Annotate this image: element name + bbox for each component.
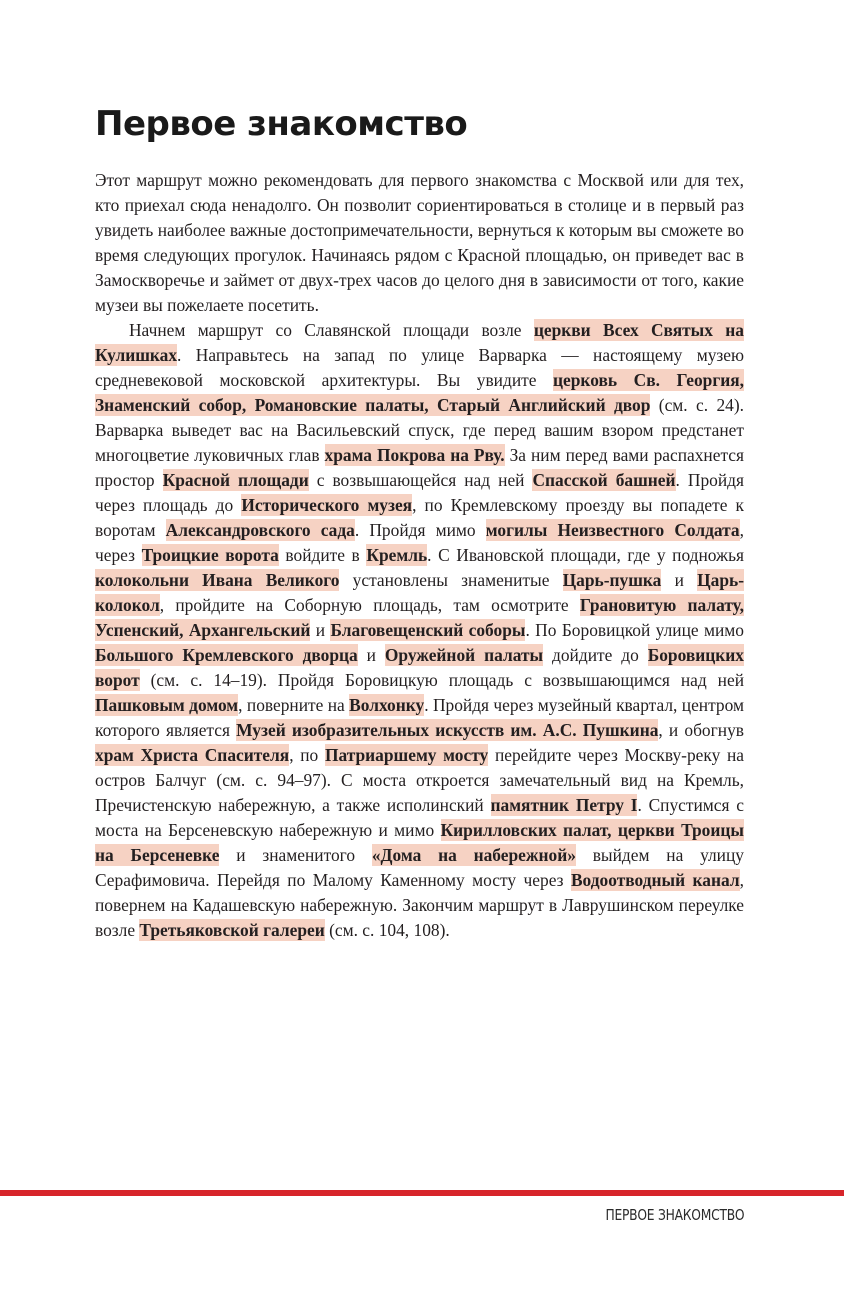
footer-accent-bar [0,1190,844,1196]
landmark-highlight: Александровского сада [165,520,355,540]
body-text-run: . Пройдя через площадь до [95,470,744,515]
body-text-run: и [661,570,698,590]
landmark-highlight: Третьяковской галереи [139,920,325,940]
body-text-run: , через [95,520,744,565]
body-text-run: и [357,645,385,665]
body-text-run: . Пройдя мимо [354,520,486,540]
body-text-run: (см. с. 104, 108). [324,920,450,940]
page-title: Первое знакомство [95,104,468,144]
landmark-highlight: Красной площади [162,470,309,490]
body-text-run: За ним перед вами распахнется простор [95,445,744,490]
landmark-highlight: «Дома на набережной» [371,845,576,865]
body-text-run: , пройдите на Соборную площадь, там осмотрите [159,595,580,615]
route-paragraph [95,318,744,943]
landmark-highlight: Троицкие ворота [141,545,279,565]
body-text-run: , повернем на Кадашевскую набережную. Закончим маршрут в Лаврушинском переулке возле [95,870,744,940]
landmark-highlight: Грановитую палату, Успенский, Архангельский [95,595,744,640]
landmark-highlight: храма Покрова на Рву. [324,445,505,465]
landmark-highlight: церковь Св. Георгия, Знаменский собор, Романовские палаты, Старый Английский двор [95,370,744,415]
body-text-run: , и обогнув [658,720,744,740]
landmark-highlight: Волхонку [349,695,425,715]
landmark-highlight: Кирилловских палат, церкви Троицы на Берсеневке [95,820,744,865]
landmark-highlight: Водоотводный канал [570,870,740,890]
body-text-run: , поверните на [238,695,350,715]
landmark-highlight: храм Христа Спасителя [95,745,290,765]
body-text-run: , по [289,745,325,765]
landmark-highlight: могилы Неизвестного Солдата [485,520,740,540]
landmark-highlight: Оружейной палаты [384,645,544,665]
body-text-run: . С Ивановской площади, где у подножья [427,545,744,565]
body-text-run: . По Боровицкой улице мимо [525,620,744,640]
landmark-highlight: Царь-пушка [562,570,662,590]
landmark-highlight: Пашковым домом [95,695,239,715]
body-text [95,168,744,943]
body-text-run: дойдите до [543,645,648,665]
body-text-run: с возвышающейся над ней [308,470,533,490]
body-text-run: и знаменитого [219,845,372,865]
body-text-run: Начнем маршрут со Славянской площади возле [129,320,534,340]
landmark-highlight: Спасской башней [532,470,676,490]
body-text-run: (см. с. 24). Варварка выведет вас на Васильевский спуск, где перед вашим взором предстанет многоцветие луковичных глав [95,395,744,465]
landmark-highlight: церкви Всех Святых на Кулишках [95,320,744,365]
landmark-highlight: Исторического музея [241,495,413,515]
landmark-highlight: Большого Кремлевского дворца [95,645,358,665]
body-text-run: перейдите через Москву-реку на остров Балчуг (см. с. 94–97). С моста откроется замечательный вид на Кремль, Пречистенскую набережную, а также исполинский [95,745,745,815]
landmark-highlight: Музей изобразительных искусств им. А.С. Пушкина [236,720,659,740]
landmark-highlight: Кремль [366,545,428,565]
landmark-highlight: колокольни Ивана Великого [95,570,340,590]
body-text-run: , по Кремлевскому проезду вы попадете к воротам [95,495,744,540]
landmark-highlight: Царь-колокол [95,570,744,615]
landmark-highlight: памятник Петру I [490,795,638,815]
landmark-highlight: Благовещенский соборы [330,620,526,640]
landmark-highlight: Патриаршему мосту [324,745,489,765]
intro-paragraph: Этот маршрут можно рекомендовать для первого знакомства с Москвой или для тех, кто приехал сюда ненадолго. Он позволит сориентироваться в столице и в первый раз увидеть наиболее важные достопримечательности, вернуться к которым вы сможете во время следующих прогулок. Начинаясь рядом с Красной площадью, он приведет вас в Замоскворечье и займет от двух-трех часов до целого дня в зависимости от того, какие музеи вы пожелаете посетить. [95,170,744,315]
body-text-run: установлены знаменитые [339,570,563,590]
running-footer: ПЕРВОЕ ЗНАКОМСТВО [605,1206,744,1224]
body-text-run: . Направьтесь на запад по улице Варварка — настоящему музею средневековой московской архитектуры. Вы увидите [95,345,744,390]
body-text-run: . Пройдя через музейный квартал, центром которого является [95,695,744,740]
body-text-run: и [310,620,331,640]
body-text-run: . Спустимся с моста на Берсеневскую набережную и мимо [95,795,744,840]
body-text-run: войдите в [278,545,367,565]
landmark-highlight: Боровицких ворот [95,645,744,690]
body-text-run: выйдем на улицу Серафимовича. Перейдя по Малому Каменному мосту через [95,845,744,890]
body-text-run: (см. с. 14–19). Пройдя Боровицкую площадь с возвышающимся над ней [139,670,744,690]
